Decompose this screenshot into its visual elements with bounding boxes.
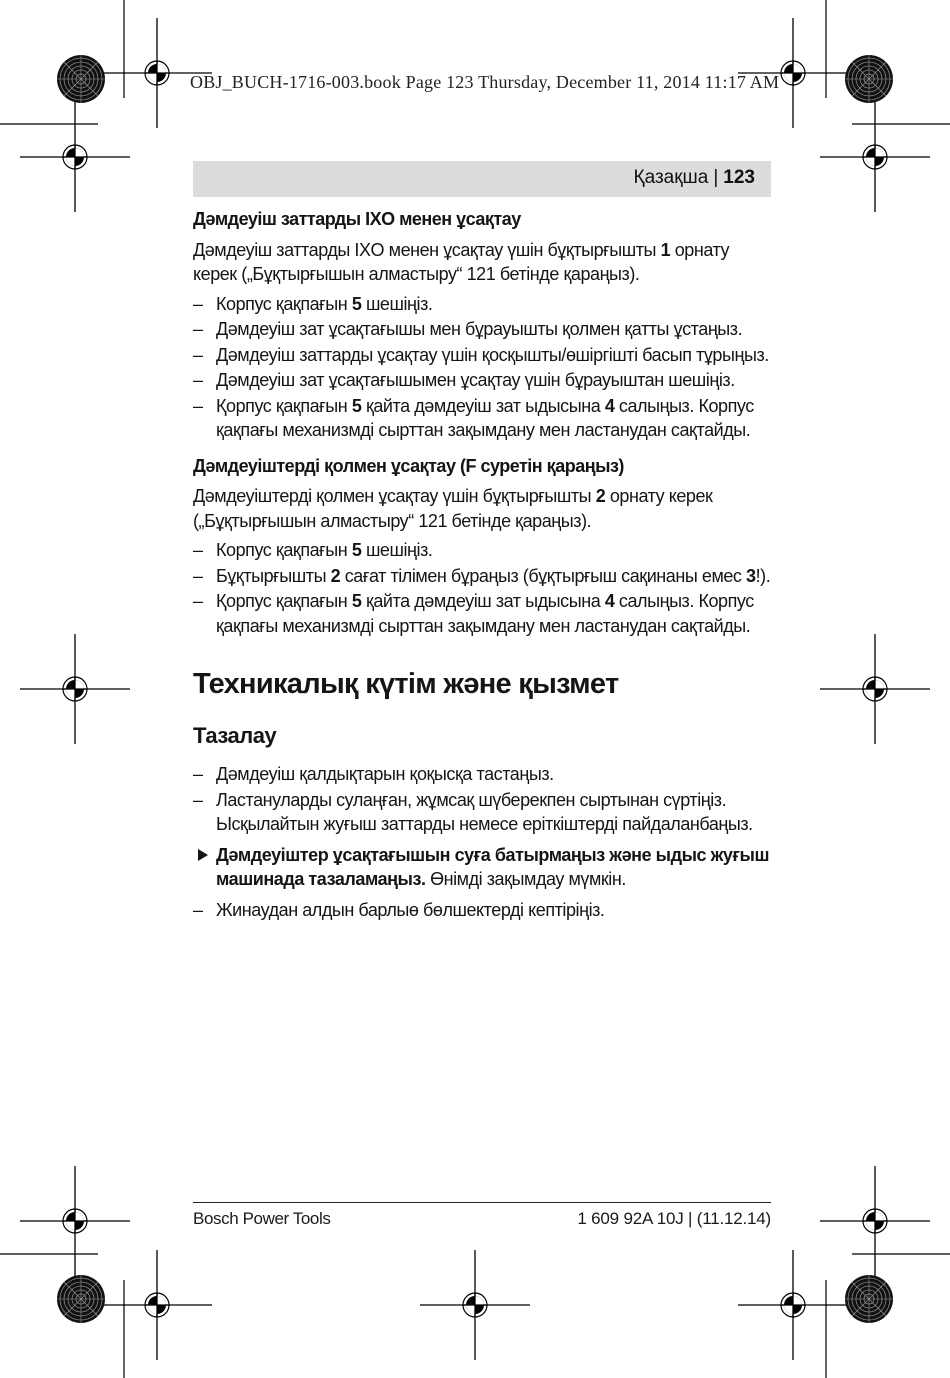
manual-step-3-text-end: салыңыз. Корпус қақпағы механизмді сырттан зақымдану мен ластанудан сақтайды. xyxy=(216,591,754,636)
manual-step-3-text-mid: қайта дәмдеуіш зат ыдысына xyxy=(361,591,605,611)
arrow-right-icon xyxy=(198,849,208,861)
ixo-step-1-text-end: шешіңіз. xyxy=(361,293,433,314)
page-content xyxy=(193,207,773,923)
cleaning-item-2: – Ластануларды сулаңған, жұмсақ шүберекпен сыртынан сүртіңіз. Ысқылайтын жуғыш заттарды немесе еріткіштерді пайдаланбаңыз. xyxy=(193,788,773,837)
manual-step-3-ref-2: 4 xyxy=(604,591,615,611)
subsection-title-cleaning: Тазалау xyxy=(193,723,277,748)
ixo-step-5-text: Қорпус қақпағын xyxy=(216,395,352,416)
manual-step-2-text: Бұқтырғышты xyxy=(216,565,331,586)
manual-intro-text-end: орнату керек („Бұқтырғышын алмастыру“ 121 бетінде қараңыз). xyxy=(193,486,713,531)
manual-step-2-ref-2: 3 xyxy=(746,565,756,586)
manual-step-1-text-end: шешіңіз. xyxy=(361,540,433,560)
manual-intro-ref: 2 xyxy=(595,486,606,506)
page-header xyxy=(193,161,771,197)
ixo-step-5-ref: 5 xyxy=(351,395,362,416)
footer-divider xyxy=(193,1202,771,1203)
manual-intro xyxy=(193,484,773,533)
ixo-intro xyxy=(193,238,773,287)
manual-step-1-text: Корпус қақпағын xyxy=(216,540,352,560)
manual-step-3 xyxy=(193,589,773,638)
warning-note xyxy=(193,843,773,892)
cleaning-item-1: – Дәмдеуіш қалдықтарын қоқысқа тастаңыз. xyxy=(193,762,773,787)
warning-text: Өнімді зақымдау мүмкін. xyxy=(425,869,626,889)
ixo-step-3: – Дәмдеуіш заттарды ұсақтау үшін қосқышты/өшіргішті басып тұрыңыз. xyxy=(193,343,773,368)
ixo-step-5-ref-2: 4 xyxy=(604,395,615,416)
ixo-step-1 xyxy=(193,292,773,317)
footer-brand: Bosch Power Tools xyxy=(193,1209,331,1228)
manual-step-2-ref: 2 xyxy=(330,565,341,586)
manual-step-1-ref: 5 xyxy=(351,540,362,560)
manual-intro-text: Дәмдеуіштерді қолмен ұсақтау үшін бұқтырғышты xyxy=(193,486,596,506)
ixo-intro-ref: 1 xyxy=(660,239,671,260)
language-label: Қазақша xyxy=(633,167,709,188)
warning-bold-text: Дәмдеуіштер ұсақтағышын суға батырмаңыз және ыдыс жуғыш машинада тазаламаңыз. xyxy=(216,844,770,889)
page-number: 123 xyxy=(723,167,755,188)
section-title-manual: Дәмдеуіштерді қолмен ұсақтау (F суретін қараңыз) xyxy=(193,455,624,476)
ixo-step-5 xyxy=(193,394,773,443)
ixo-step-4: – Дәмдеуіш зат ұсақтағышымен ұсақтау үшін бұрауыштан шешіңіз. xyxy=(193,368,773,393)
section-title-ixo: Дәмдеуіш заттарды IXO менен ұсақтау xyxy=(193,209,521,229)
ixo-step-5-text-mid: қайта дәмдеуіш зат ыдысына xyxy=(361,395,605,416)
ixo-step-2: – Дәмдеуіш зат ұсақтағышы мен бұрауышты қолмен қатты ұстаңыз. xyxy=(193,317,773,342)
manual-step-3-ref: 5 xyxy=(351,591,362,611)
manual-step-2-text-mid: сағат тілімен бұраңыз (бұқтырғыш сақинаны емес xyxy=(340,565,747,586)
manual-step-1 xyxy=(193,538,773,563)
manual-step-2-text-end: !). xyxy=(755,565,771,586)
header-separator: | xyxy=(713,167,719,188)
manual-step-3-text: Қорпус қақпағын xyxy=(216,591,352,611)
chapter-title: Техникалық күтім және қызмет xyxy=(193,668,619,700)
manual-step-2 xyxy=(193,564,773,589)
cleaning-item-3: – Жинаудан алдын барлыө бөлшектерді кептіріңіз. xyxy=(193,898,773,923)
print-header: OBJ_BUCH-1716-003.book Page 123 Thursday, December 11, 2014 11:17 AM xyxy=(190,72,780,92)
page-header-text xyxy=(634,167,755,189)
ixo-intro-text: Дәмдеуіш заттарды IXO менен ұсақтау үшін бұқтырғышты xyxy=(193,239,661,260)
ixo-step-1-ref: 5 xyxy=(351,293,362,314)
ixo-step-1-text: Корпус қақпағын xyxy=(216,293,352,314)
ixo-intro-text-end: орнату керек („Бұқтырғышын алмастыру“ 121 бетінде қараңыз). xyxy=(193,239,730,284)
footer-doc-number: 1 609 92A 10J | (11.12.14) xyxy=(577,1209,771,1228)
ixo-step-5-text-end: салыңыз. Корпус қақпағы механизмді сырттан зақымдану мен ластанудан сақтайды. xyxy=(216,395,754,440)
